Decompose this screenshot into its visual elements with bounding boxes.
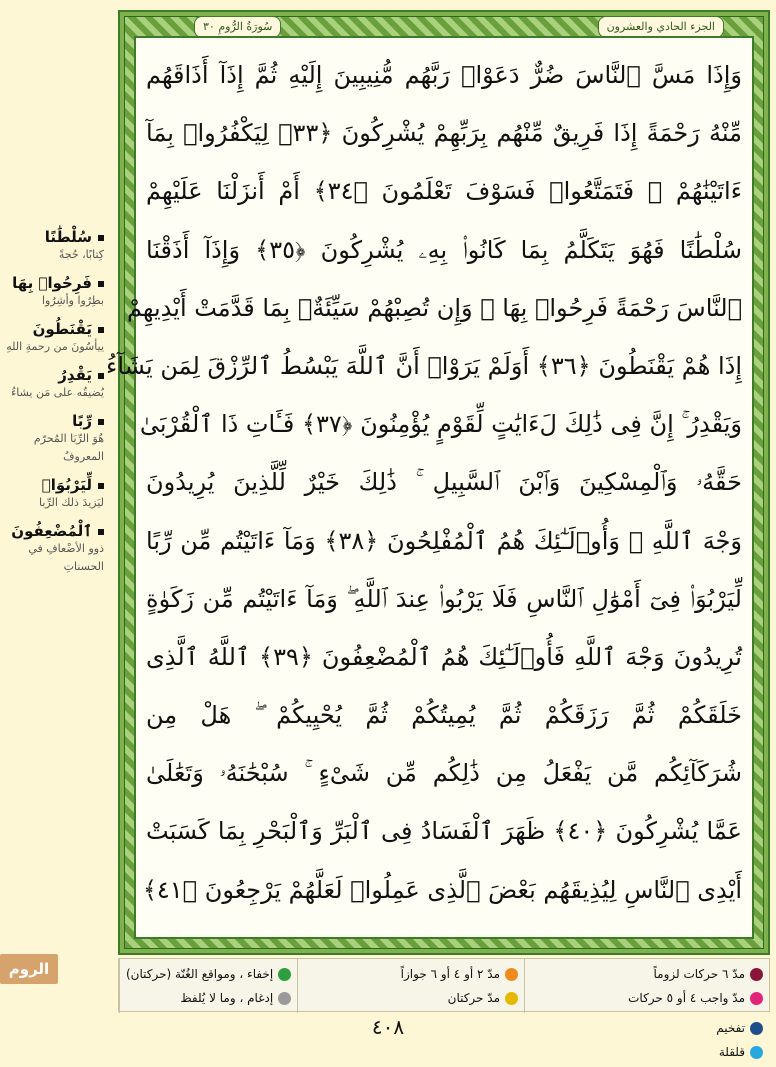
- margin-word: سُلْطَٰنًا: [6, 228, 104, 246]
- page-number: ٤٠٨: [371, 1015, 405, 1039]
- legend-column: [297, 959, 524, 1013]
- margin-note: [6, 320, 104, 356]
- color-dot-icon: [278, 968, 291, 981]
- margin-word: رِّبًا: [6, 412, 104, 430]
- legend-column: [524, 959, 769, 1013]
- verse-line: وَجْهَ ٱللَّهِ ۖ وَأُو۟لَـٰٓئِكَ هُمُ ٱلْمُفْلِحُونَ ﴿٣٨﴾ وَمَآ ءَاتَيْتُم مِّن رِّبًا: [146, 526, 742, 555]
- margin-gloss: ليَزيدَ ذلك الرِّبا: [39, 496, 104, 509]
- mushaf-page-frame: [106, 10, 770, 955]
- margin-note: [6, 476, 104, 512]
- verse-lines: [106, 46, 743, 929]
- legend-label: قلقلة: [718, 1045, 745, 1059]
- verse-line: إِذَا هُمْ يَقْنَطُونَ ﴿٣٦﴾ أَوَلَمْ يَرَوْا۟ أَنَّ ٱللَّهَ يَبْسُطُ ٱلرِّزْقَ لِمَن يَشَآءُ: [106, 351, 742, 380]
- verse-line: مِّنْهُ رَحْمَةً إِذَا فَرِيقٌ مِّنْهُم بِرَبِّهِمْ يُشْرِكُونَ ﴿٣٣﴾ لِيَكْفُرُوا۟ بِمَآ: [146, 119, 742, 148]
- verse-line: خَلَقَكُمْ ثُمَّ رَزَقَكُمْ ثُمَّ يُمِيتُكُمْ ثُمَّ يُحْيِيكُمْ ۖ هَلْ مِن: [146, 701, 742, 730]
- color-dot-icon: [750, 968, 763, 981]
- quran-text-panel: [106, 36, 754, 939]
- color-dot-icon: [505, 992, 518, 1005]
- margin-note: [6, 274, 104, 310]
- margin-gloss: يُضيقُه على مَن يشاءُ: [11, 386, 104, 399]
- legend-label: مدّ ٢ أو ٤ أو ٦ جوازاً: [400, 967, 501, 981]
- margin-gloss: هُوَ الرِّبَا المُحرّم المعروفُ: [33, 432, 104, 463]
- legend-item: [304, 986, 518, 1010]
- verse-line: عَمَّا يُشْرِكُونَ ﴿٤٠﴾ ظَهَرَ ٱلْفَسَادُ فِى ٱلْبَرِّ وَٱلْبَحْرِ بِمَا كَسَبَتْ: [146, 817, 743, 846]
- surah-tab[interactable]: الروم: [0, 954, 58, 984]
- legend-label: مدّ حركتان: [447, 991, 501, 1005]
- color-dot-icon: [505, 968, 518, 981]
- color-dot-icon: [750, 992, 763, 1005]
- legend-column: [119, 959, 297, 1013]
- margin-glossary: [6, 228, 104, 586]
- legend-label: إدغام ، وما لا يُلفظ: [180, 991, 274, 1005]
- margin-note: [6, 522, 104, 576]
- margin-gloss: بطِرُوا وأشِرُوا: [41, 294, 104, 307]
- legend-item: [126, 986, 291, 1010]
- margin-gloss: كِتابًا، حُجةً: [58, 248, 104, 261]
- margin-word: ٱلْمُضْعِفُونَ: [6, 522, 104, 540]
- margin-gloss: ذوو الأضْعافِ في الحسناتِ: [28, 542, 104, 573]
- margin-word: فَرِحُوا۟ بِهَا: [6, 274, 104, 292]
- legend-item: [530, 1040, 763, 1064]
- color-dot-icon: [750, 1046, 763, 1059]
- margin-word: يَقْدِرُ: [6, 366, 104, 384]
- verse-line: تُرِيدُونَ وَجْهَ ٱللَّهِ فَأُو۟لَـٰٓئِكَ هُمُ ٱلْمُضْعِفُونَ ﴿٣٩﴾ ٱللَّهُ ٱلَّذِى: [146, 642, 742, 671]
- verse-line: سُلْطَٰنًا فَهُوَ يَتَكَلَّمُ بِمَا كَانُوا۟ بِهِۦ يُشْرِكُونَ ﴿٣٥﴾ وَإِذَآ أَذَقْنَا: [146, 235, 742, 264]
- verse-line: لِّيَرْبُوَا۟ فِىٓ أَمْوَٰلِ ٱلنَّاسِ فَلَا يَرْبُوا۟ عِندَ ٱللَّهِ ۖ وَمَآ ءَاتَيْتُم مِّن زَكَوٰةٍ: [146, 584, 742, 613]
- verse-line: وَيَقْدِرُ ۚ إِنَّ فِى ذَٰلِكَ لَءَايَٰتٍ لِّقَوْمٍ يُؤْمِنُونَ ﴿٣٧﴾ فَـَٔاتِ ذَا ٱلْقُرْبَىٰ: [139, 410, 742, 439]
- verse-line: ٱلنَّاسَ رَحْمَةً فَرِحُوا۟ بِهَا ۖ وَإِن تُصِبْهُمْ سَيِّئَةٌۢ بِمَا قَدَّمَتْ أَيْدِيهِمْ: [126, 293, 742, 322]
- margin-note: [6, 366, 104, 402]
- color-dot-icon: [278, 992, 291, 1005]
- verse-line: أَيْدِى ٱلنَّاسِ لِيُذِيقَهُم بَعْضَ ٱلَّذِى عَمِلُوا۟ لَعَلَّهُمْ يَرْجِعُونَ ﴿٤١﴾: [142, 875, 742, 904]
- legend-label: تفخيم: [716, 1021, 745, 1035]
- margin-word: لِّيَرْبُوَا۟: [6, 476, 104, 494]
- margin-note: [6, 412, 104, 466]
- verse-line: شُرَكَآئِكُم مَّن يَفْعَلُ مِن ذَٰلِكُم مِّن شَىْءٍ ۚ سُبْحَٰنَهُۥ وَتَعَٰلَىٰ: [146, 759, 742, 788]
- legend-item: [531, 962, 763, 986]
- margin-note: [6, 228, 104, 264]
- verse-line: حَقَّهُۥ وَٱلْمِسْكِينَ وَٱبْنَ ٱلسَّبِيلِ ۚ ذَٰلِكَ خَيْرٌ لِّلَّذِينَ يُرِيدُونَ: [146, 468, 742, 497]
- legend-label: إخفاء ، ومواقع الغُنّة (حركتان): [126, 967, 274, 981]
- legend-label: مدّ ٦ حركات لزوماً: [653, 967, 745, 981]
- legend-label: مدّ واجب ٤ أو ٥ حركات: [628, 991, 745, 1005]
- surah-label: سُورَةُ الرُّومِ ٣٠: [194, 16, 281, 38]
- margin-gloss: ييأسُونَ من رحمةِ اللهِ: [6, 340, 104, 353]
- verse-line: وَإِذَا مَسَّ ٱلنَّاسَ ضُرٌّ دَعَوْا۟ رَبَّهُم مُّنِيبِينَ إِلَيْهِ ثُمَّ إِذَآ أَذَاقَهُم: [146, 61, 742, 89]
- legend-item: [126, 962, 291, 986]
- legend-item: [531, 986, 763, 1010]
- verse-line: ءَاتَيْنَٰهُمْ ۚ فَتَمَتَّعُوا۟ فَسَوْفَ تَعْلَمُونَ ﴿٣٤﴾ أَمْ أَنزَلْنَا عَلَيْهِمْ: [146, 177, 742, 206]
- margin-word: يَقْنَطُونَ: [6, 320, 104, 338]
- legend-item: [304, 962, 518, 986]
- juz-label: الجزء الحادي والعشرون: [598, 16, 724, 38]
